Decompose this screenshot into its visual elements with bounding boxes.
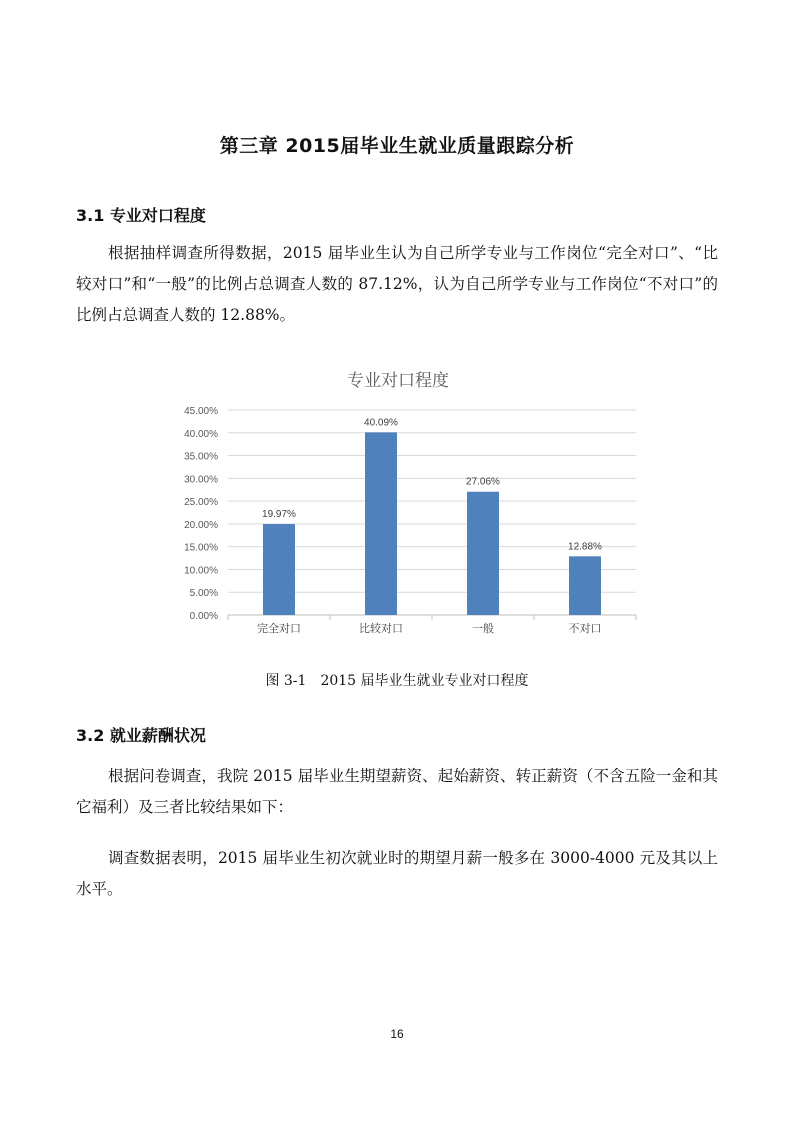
bar-value-label: 19.97%: [262, 509, 296, 521]
x-category-label: 比较对口: [359, 623, 403, 635]
chart-title: 专业对口程度: [347, 371, 449, 390]
y-tick-label: 15.00%: [184, 542, 218, 554]
y-tick-label: 30.00%: [184, 474, 218, 486]
page-number: 16: [390, 1027, 404, 1041]
paragraph-salary-expectation: 调查数据表明，2015 届毕业生初次就业时的期望月薪一般多在 3000-4000 元及其以上水平。: [76, 849, 718, 898]
bar-value-label: 27.06%: [466, 476, 500, 488]
y-tick-label: 20.00%: [184, 519, 218, 531]
section-heading-3-2: 3.2 就业薪酬状况: [76, 726, 206, 745]
y-tick-label: 35.00%: [184, 451, 218, 463]
y-tick-label: 5.00%: [189, 588, 218, 600]
y-tick-label: 45.00%: [184, 406, 218, 417]
paragraph-major-match: 根据抽样调查所得数据，2015 届毕业生认为自己所学专业与工作岗位“完全对口”、“比较对口”和“一般”的比例占总调查人数的 87.12%，认为自己所学专业与工作岗位“不对口”的比例占总调查人数的 12.88%。: [76, 244, 718, 324]
section-heading-3-1: 3.1 专业对口程度: [76, 206, 206, 225]
figure-caption: 图 3-1 2015 届毕业生就业专业对口程度: [265, 673, 529, 689]
bar-value-label: 12.88%: [568, 541, 602, 553]
bar-0: [263, 524, 295, 615]
y-tick-label: 10.00%: [184, 565, 218, 577]
bar-chart-major-match: [148, 362, 648, 652]
bar-2: [467, 492, 499, 615]
x-category-label: 一般: [472, 623, 494, 635]
chapter-title: 第三章 2015届毕业生就业质量跟踪分析: [219, 135, 575, 157]
x-category-label: 完全对口: [257, 623, 301, 635]
bar-3: [569, 556, 601, 615]
y-tick-label: 40.00%: [184, 428, 218, 440]
y-tick-label: 0.00%: [189, 611, 218, 622]
paragraph-salary-survey: 根据问卷调查，我院 2015 届毕业生期望薪资、起始薪资、转正薪资（不含五险一金和其它福利）及三者比较结果如下：: [76, 767, 718, 816]
bar-value-label: 40.09%: [364, 417, 398, 429]
y-tick-label: 25.00%: [184, 497, 218, 509]
x-category-label: 不对口: [568, 623, 602, 635]
bar-1: [365, 432, 397, 615]
